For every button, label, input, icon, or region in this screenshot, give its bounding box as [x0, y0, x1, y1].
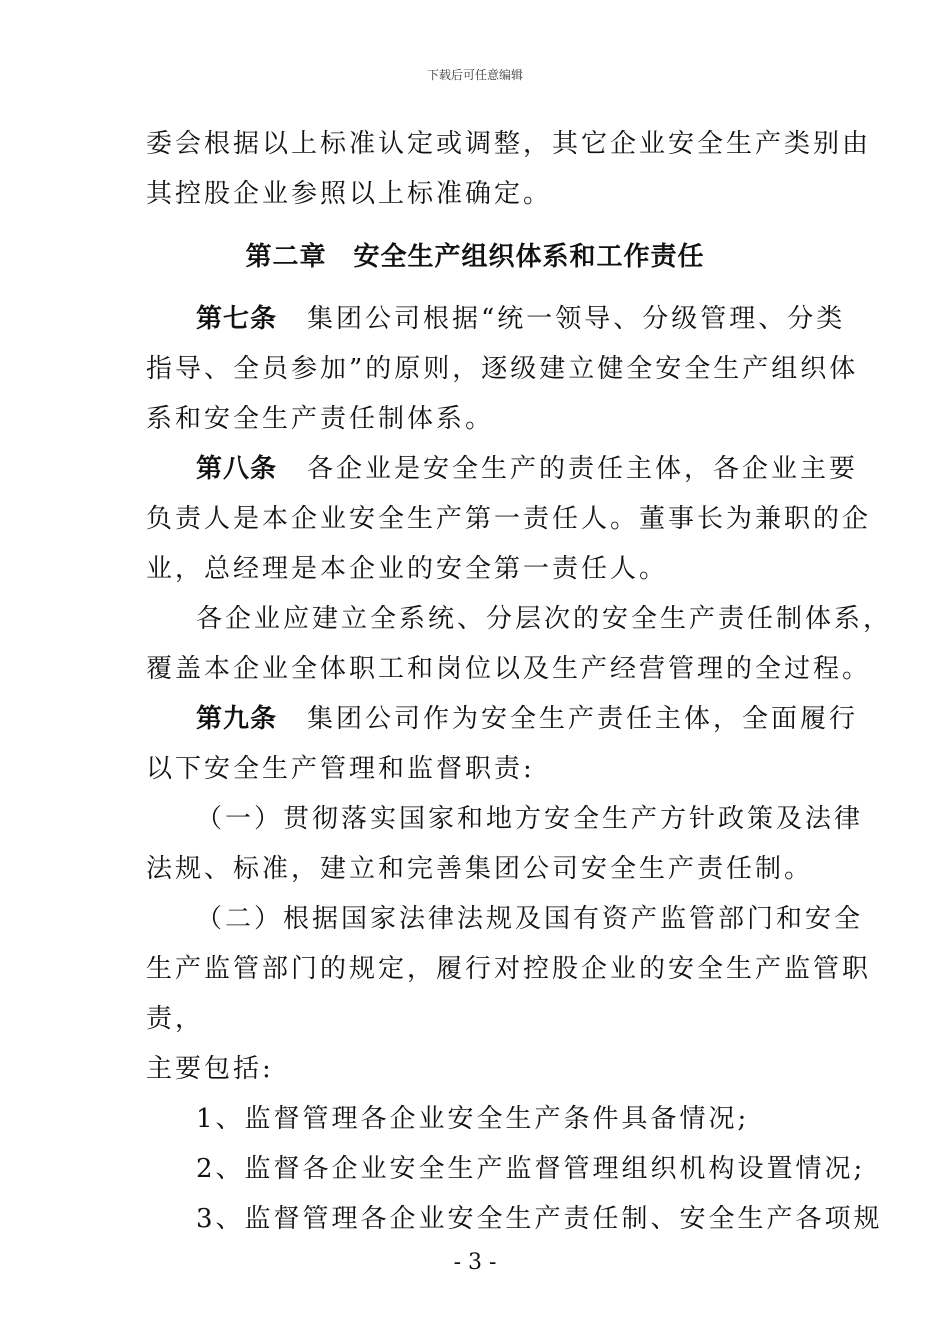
- text-line: 指导、全员参加”的原则，逐级建立健全安全生产组织体: [146, 354, 859, 384]
- text-line: 主要包括:: [146, 1054, 274, 1084]
- article-9-label: 第九条: [196, 704, 278, 734]
- article-7-text: 集团公司根据“统一领导、分级管理、分类: [307, 304, 846, 334]
- text-line: （一）贯彻落实国家和地方安全生产方针政策及法律: [196, 804, 864, 834]
- article-9-line-1: [196, 703, 858, 735]
- text-line: 生产监管部门的规定，履行对控股企业的安全生产监管职: [146, 954, 872, 984]
- page-header: 下载后可任意编辑: [426, 68, 523, 82]
- text-line: 责，: [146, 1004, 205, 1034]
- text-line: 法规、标准，建立和完善集团公司安全生产责任制。: [146, 854, 814, 884]
- article-9-text: 集团公司作为安全生产责任主体，全面履行: [307, 704, 859, 734]
- article-8-label: 第八条: [196, 454, 278, 484]
- text-line: 3、监督管理各企业安全生产责任制、安全生产各项规: [196, 1204, 883, 1234]
- article-8-line-1: [196, 453, 858, 485]
- text-line: 委会根据以上标准认定或调整，其它企业安全生产类别由: [146, 129, 872, 159]
- article-8-text: 各企业是安全生产的责任主体，各企业主要: [307, 454, 859, 484]
- article-7-line-1: [196, 303, 845, 335]
- text-line: （二）根据国家法律法规及国有资产监管部门和安全: [196, 904, 864, 934]
- text-line: 覆盖本企业全体职工和岗位以及生产经营管理的全过程。: [146, 654, 872, 684]
- chapter-title: 第二章 安全生产组织体系和工作责任: [245, 242, 705, 272]
- text-line: 其控股企业参照以上标准确定。: [146, 179, 553, 209]
- page-number: - 3 -: [453, 1250, 497, 1275]
- text-line: 各企业应建立全系统、分层次的安全生产责任制体系，: [196, 604, 893, 634]
- text-line: 以下安全生产管理和监督职责:: [146, 754, 535, 784]
- article-7-label: 第七条: [196, 304, 278, 334]
- text-line: 1、监督管理各企业安全生产条件具备情况;: [196, 1104, 750, 1134]
- text-line: 业，总经理是本企业的安全第一责任人。: [146, 554, 669, 584]
- text-line: 系和安全生产责任制体系。: [146, 404, 495, 434]
- text-line: 2、监督各企业安全生产监督管理组织机构设置情况;: [196, 1154, 866, 1184]
- text-line: 负责人是本企业安全生产第一责任人。董事长为兼职的企: [146, 504, 872, 534]
